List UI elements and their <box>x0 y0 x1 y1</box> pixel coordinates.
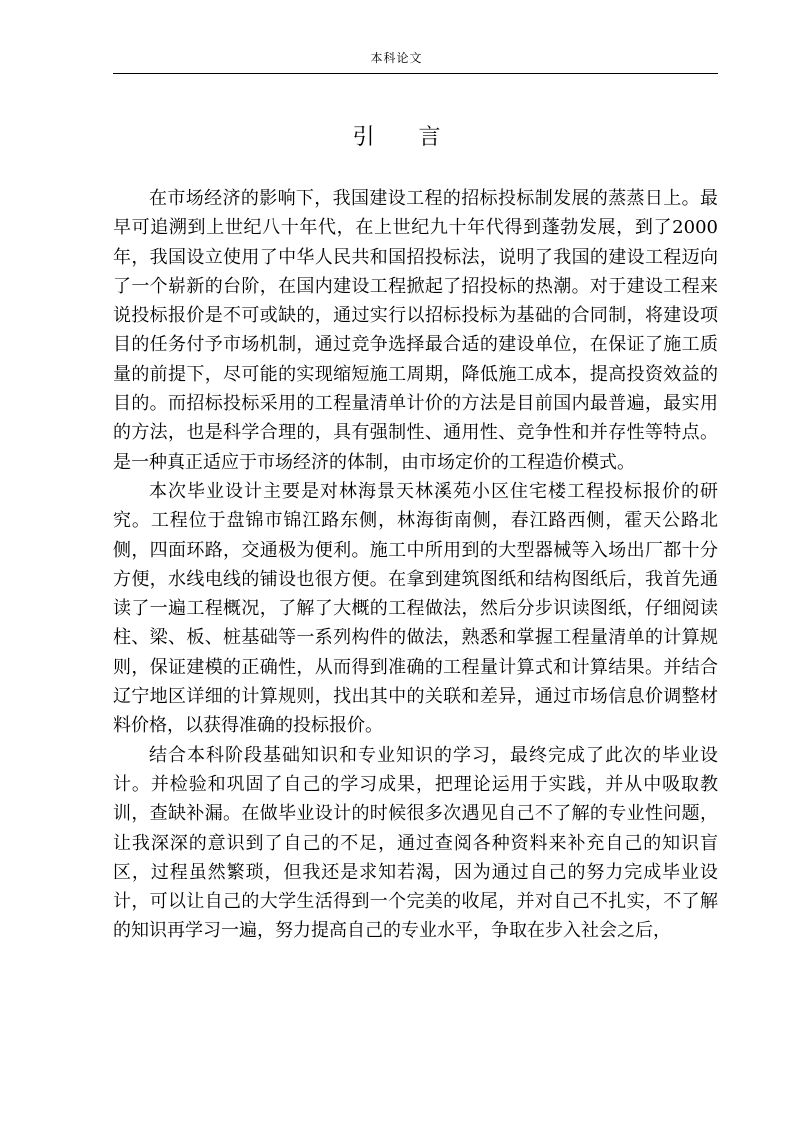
header-rule <box>113 73 718 74</box>
paragraph-2: 本次毕业设计主要是对林海景天林溪苑小区住宅楼工程投标报价的研究。工程位于盘锦市锦江路东侧，林海街南侧，春江路西侧，霍天公路北侧，四面环路，交通极为便利。施工中所用到的大型器械等入场出厂都十分方便，水线电线的铺设也很方便。在拿到建筑图纸和结构图纸后，我首先通读了一遍工程概况，了解了大概的工程做法，然后分步识读图纸，仔细阅读柱、梁、板、桩基础等一系列构件的做法，熟悉和掌握工程量清单的计算规则，保证建模的正确性，从而得到准确的工程量计算式和计算结果。并结合辽宁地区详细的计算规则，找出其中的关联和差异，通过市场信息价调整材料价格，以获得准确的投标报价。 <box>113 480 718 737</box>
page-title <box>0 124 793 152</box>
paragraph-1: 在市场经济的影响下，我国建设工程的招标投标制发展的蒸蒸日上。最早可追溯到上世纪八十年代，在上世纪九十年代得到蓬勃发展，到了2000年，我国设立使用了中华人民共和国招投标法，说明了我国的建设工程迈向了一个崭新的台阶，在国内建设工程掀起了招投标的热潮。对于建设工程来说投标报价是不可或缺的，通过实行以招标投标为基础的合同制，将建设项目的任务付予市场机制，通过竞争选择最合适的建设单位，在保证了施工质量的前提下，尽可能的实现缩短施工周期，降低施工成本，提高投资效益的目的。而招标投标采用的工程量清单计价的方法是目前国内最普遍，最实用的方法，也是科学合理的，具有强制性、通用性、竞争性和并存性等特点。是一种真正适应于市场经济的体制，由市场定价的工程造价模式。 <box>113 188 718 473</box>
title-char-2: 言 <box>418 125 441 150</box>
body-text <box>113 184 718 946</box>
running-header: 本科论文 <box>370 51 423 65</box>
title-char-1: 引 <box>352 125 375 150</box>
paragraph-3: 结合本科阶段基础知识和专业知识的学习，最终完成了此次的毕业设计。并检验和巩固了自己的学习成果，把理论运用于实践，并从中吸取教训，查缺补漏。在做毕业设计的时候很多次遇见自己不了解的专业性问题，让我深深的意识到了自己的不足，通过查阅各种资料来补充自己的知识盲区，过程虽然繁琐，但我还是求知若渴，因为通过自己的努力完成毕业设计，可以让自己的大学生活得到一个完美的收尾，并对自己不扎实，不了解的知识再学习一遍，努力提高自己的专业水平，争取在步入社会之后， <box>113 744 718 942</box>
